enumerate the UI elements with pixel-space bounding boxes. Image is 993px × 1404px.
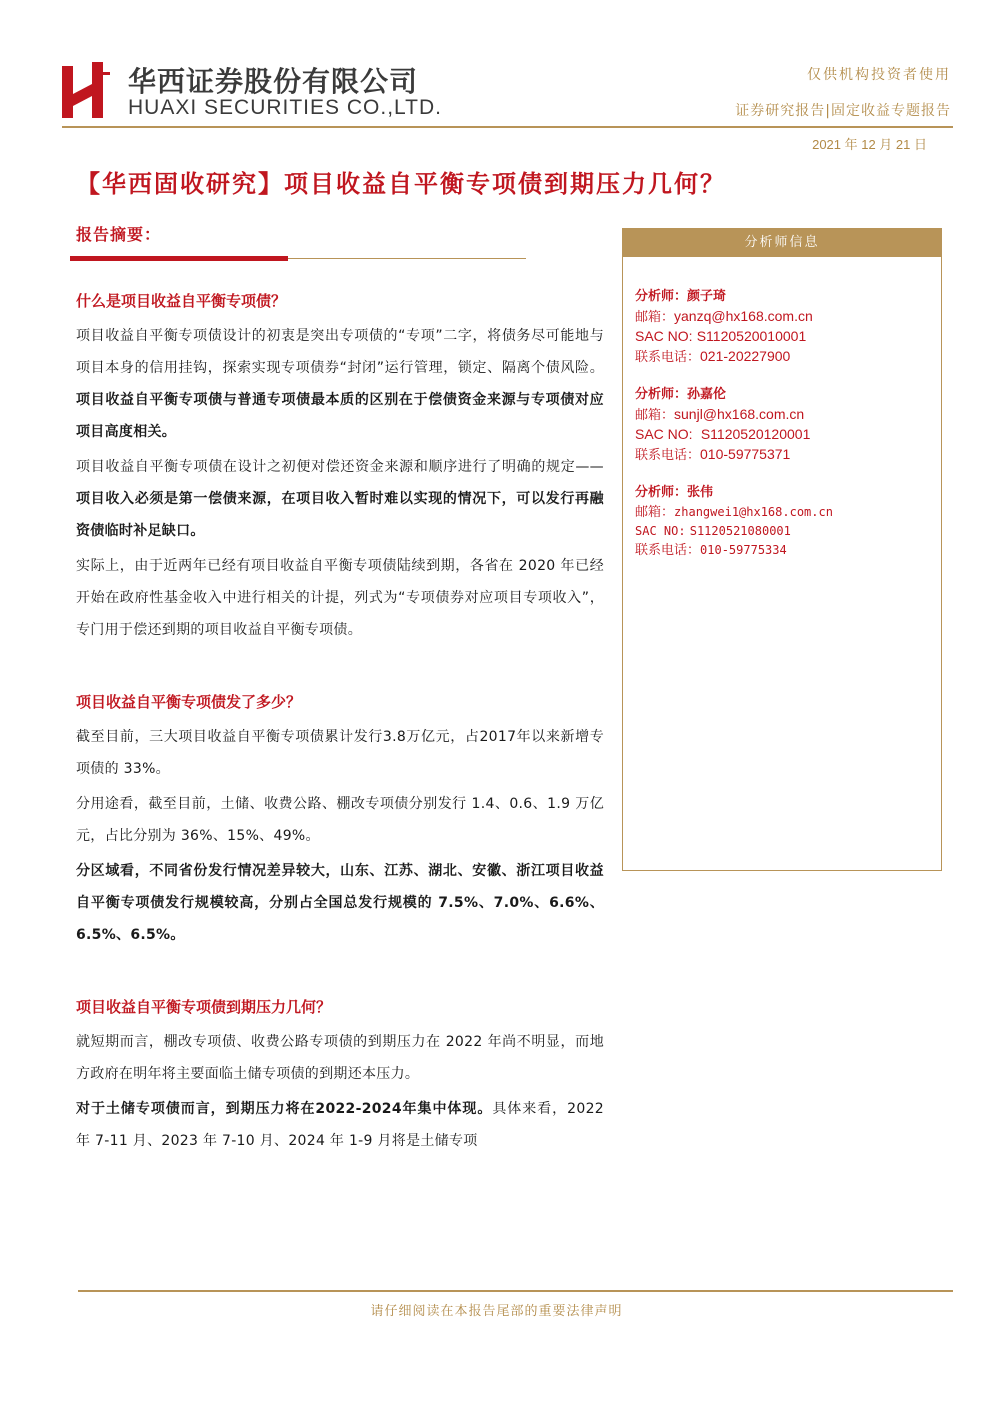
- abstract-label: 报告摘要：: [76, 225, 162, 244]
- report-type: 证券研究报告|固定收益专题报告: [735, 103, 951, 119]
- email-link[interactable]: zhangwei1@hx168.com.cn: [674, 505, 833, 519]
- section-heading: 项目收益自平衡专项债到期压力几何？: [76, 998, 332, 1016]
- report-title: 【华西固收研究】项目收益自平衡专项债到期压力几何？: [76, 170, 726, 198]
- analyst-name: 分析师：颜子琦: [635, 289, 727, 304]
- analyst-phone: 联系电话：010-59775371: [635, 446, 791, 463]
- analyst-email: 邮箱：zhangwei1@hx168.com.cn: [635, 505, 833, 520]
- company-name-en: HUAXI SECURITIES CO.,LTD.: [128, 96, 442, 119]
- section-heading: 什么是项目收益自平衡专项债？: [76, 292, 287, 310]
- section-heading: 项目收益自平衡专项债发了多少？: [76, 693, 302, 711]
- header-divider: [62, 126, 953, 128]
- paragraph: 实际上，由于近两年已经有项目收益自平衡专项债陆续到期，各省在 2020 年已经开始在政府性基金收入中进行相关的计提，列式为“专项债券对应项目专项收入”，专门用于偿还到期的项目收益自平衡专项债。: [76, 558, 604, 638]
- paragraph: 分区域看，不同省份发行情况差异较大，山东、江苏、湖北、安徽、浙江项目收益自平衡专项债发行规模较高，分别占全国总发行规模的 7.5%、7.0%、6.6%、6.5%、6.5%。: [76, 863, 604, 943]
- paragraph: 分用途看，截至目前，土储、收费公路、棚改专项债分别发行 1.4、0.6、1.9 万亿元，占比分别为 36%、15%、49%。: [76, 796, 604, 844]
- analyst-sac: SAC NO: S1120521080001: [635, 524, 791, 538]
- analyst-info-box: [622, 228, 942, 871]
- analyst-phone: 联系电话：021-20227900: [635, 348, 791, 365]
- analyst-name: 分析师：张伟: [635, 485, 714, 500]
- analyst-email: 邮箱：yanzq@hx168.com.cn: [635, 308, 813, 325]
- footer-divider: [78, 1290, 953, 1292]
- company-logo-mark: [62, 62, 110, 118]
- paragraph: 项目收益自平衡专项债在设计之初便对偿还资金来源和顺序进行了明确的规定——项目收入必须是第一偿债来源，在项目收入暂时难以实现的情况下，可以发行再融资债临时补足缺口。: [76, 459, 604, 539]
- audience-note: 仅供机构投资者使用: [807, 67, 951, 83]
- legal-disclaimer-note: 请仔细阅读在本报告尾部的重要法律声明: [370, 1304, 623, 1319]
- paragraph: 对于土储专项债而言，到期压力将在2022-2024年集中体现。具体来看，2022 年 7-11 月、2023 年 7-10 月、2024 年 1-9 月将是土储专项: [76, 1101, 604, 1149]
- email-link[interactable]: sunjl@hx168.com.cn: [674, 406, 805, 422]
- company-name-cn: 华西证券股份有限公司: [128, 65, 419, 98]
- abstract-body: [76, 286, 604, 1160]
- abstract-underline: [70, 256, 288, 261]
- analyst-name: 分析师：孙嘉伦: [635, 387, 727, 402]
- paragraph: 项目收益自平衡专项债设计的初衷是突出专项债的“专项”二字，将债务尽可能地与项目本身的信用挂钩，探索实现专项债券“封闭”运行管理，锁定、隔离个债风险。项目收益自平衡专项债与普通专项债最本质的区别在于偿债资金来源与专项债对应项目高度相关。: [76, 328, 604, 440]
- analyst-entry: [635, 287, 941, 367]
- paragraph: 就短期而言，棚改专项债、收费公路专项债的到期压力在 2022 年尚不明显，而地方政府在明年将主要面临土储专项债的到期还本压力。: [76, 1034, 604, 1082]
- analyst-entry: [635, 483, 941, 560]
- analyst-email: 邮箱：sunjl@hx168.com.cn: [635, 406, 805, 423]
- analyst-phone: 联系电话：010-59775334: [635, 543, 787, 558]
- email-link[interactable]: yanzq@hx168.com.cn: [674, 308, 813, 324]
- abstract-underline-rule: [288, 258, 526, 259]
- paragraph: 截至目前，三大项目收益自平衡专项债累计发行3.8万亿元，占2017年以来新增专项债的 33%。: [76, 729, 604, 777]
- analyst-sac: SAC NO: S1120520120001: [635, 426, 811, 442]
- analyst-entry: [635, 385, 941, 465]
- analyst-info-heading: 分析师信息: [623, 229, 941, 257]
- analyst-sac: SAC NO: S1120520010001: [635, 328, 807, 344]
- report-date: 2021 年 12 月 21 日: [812, 137, 927, 152]
